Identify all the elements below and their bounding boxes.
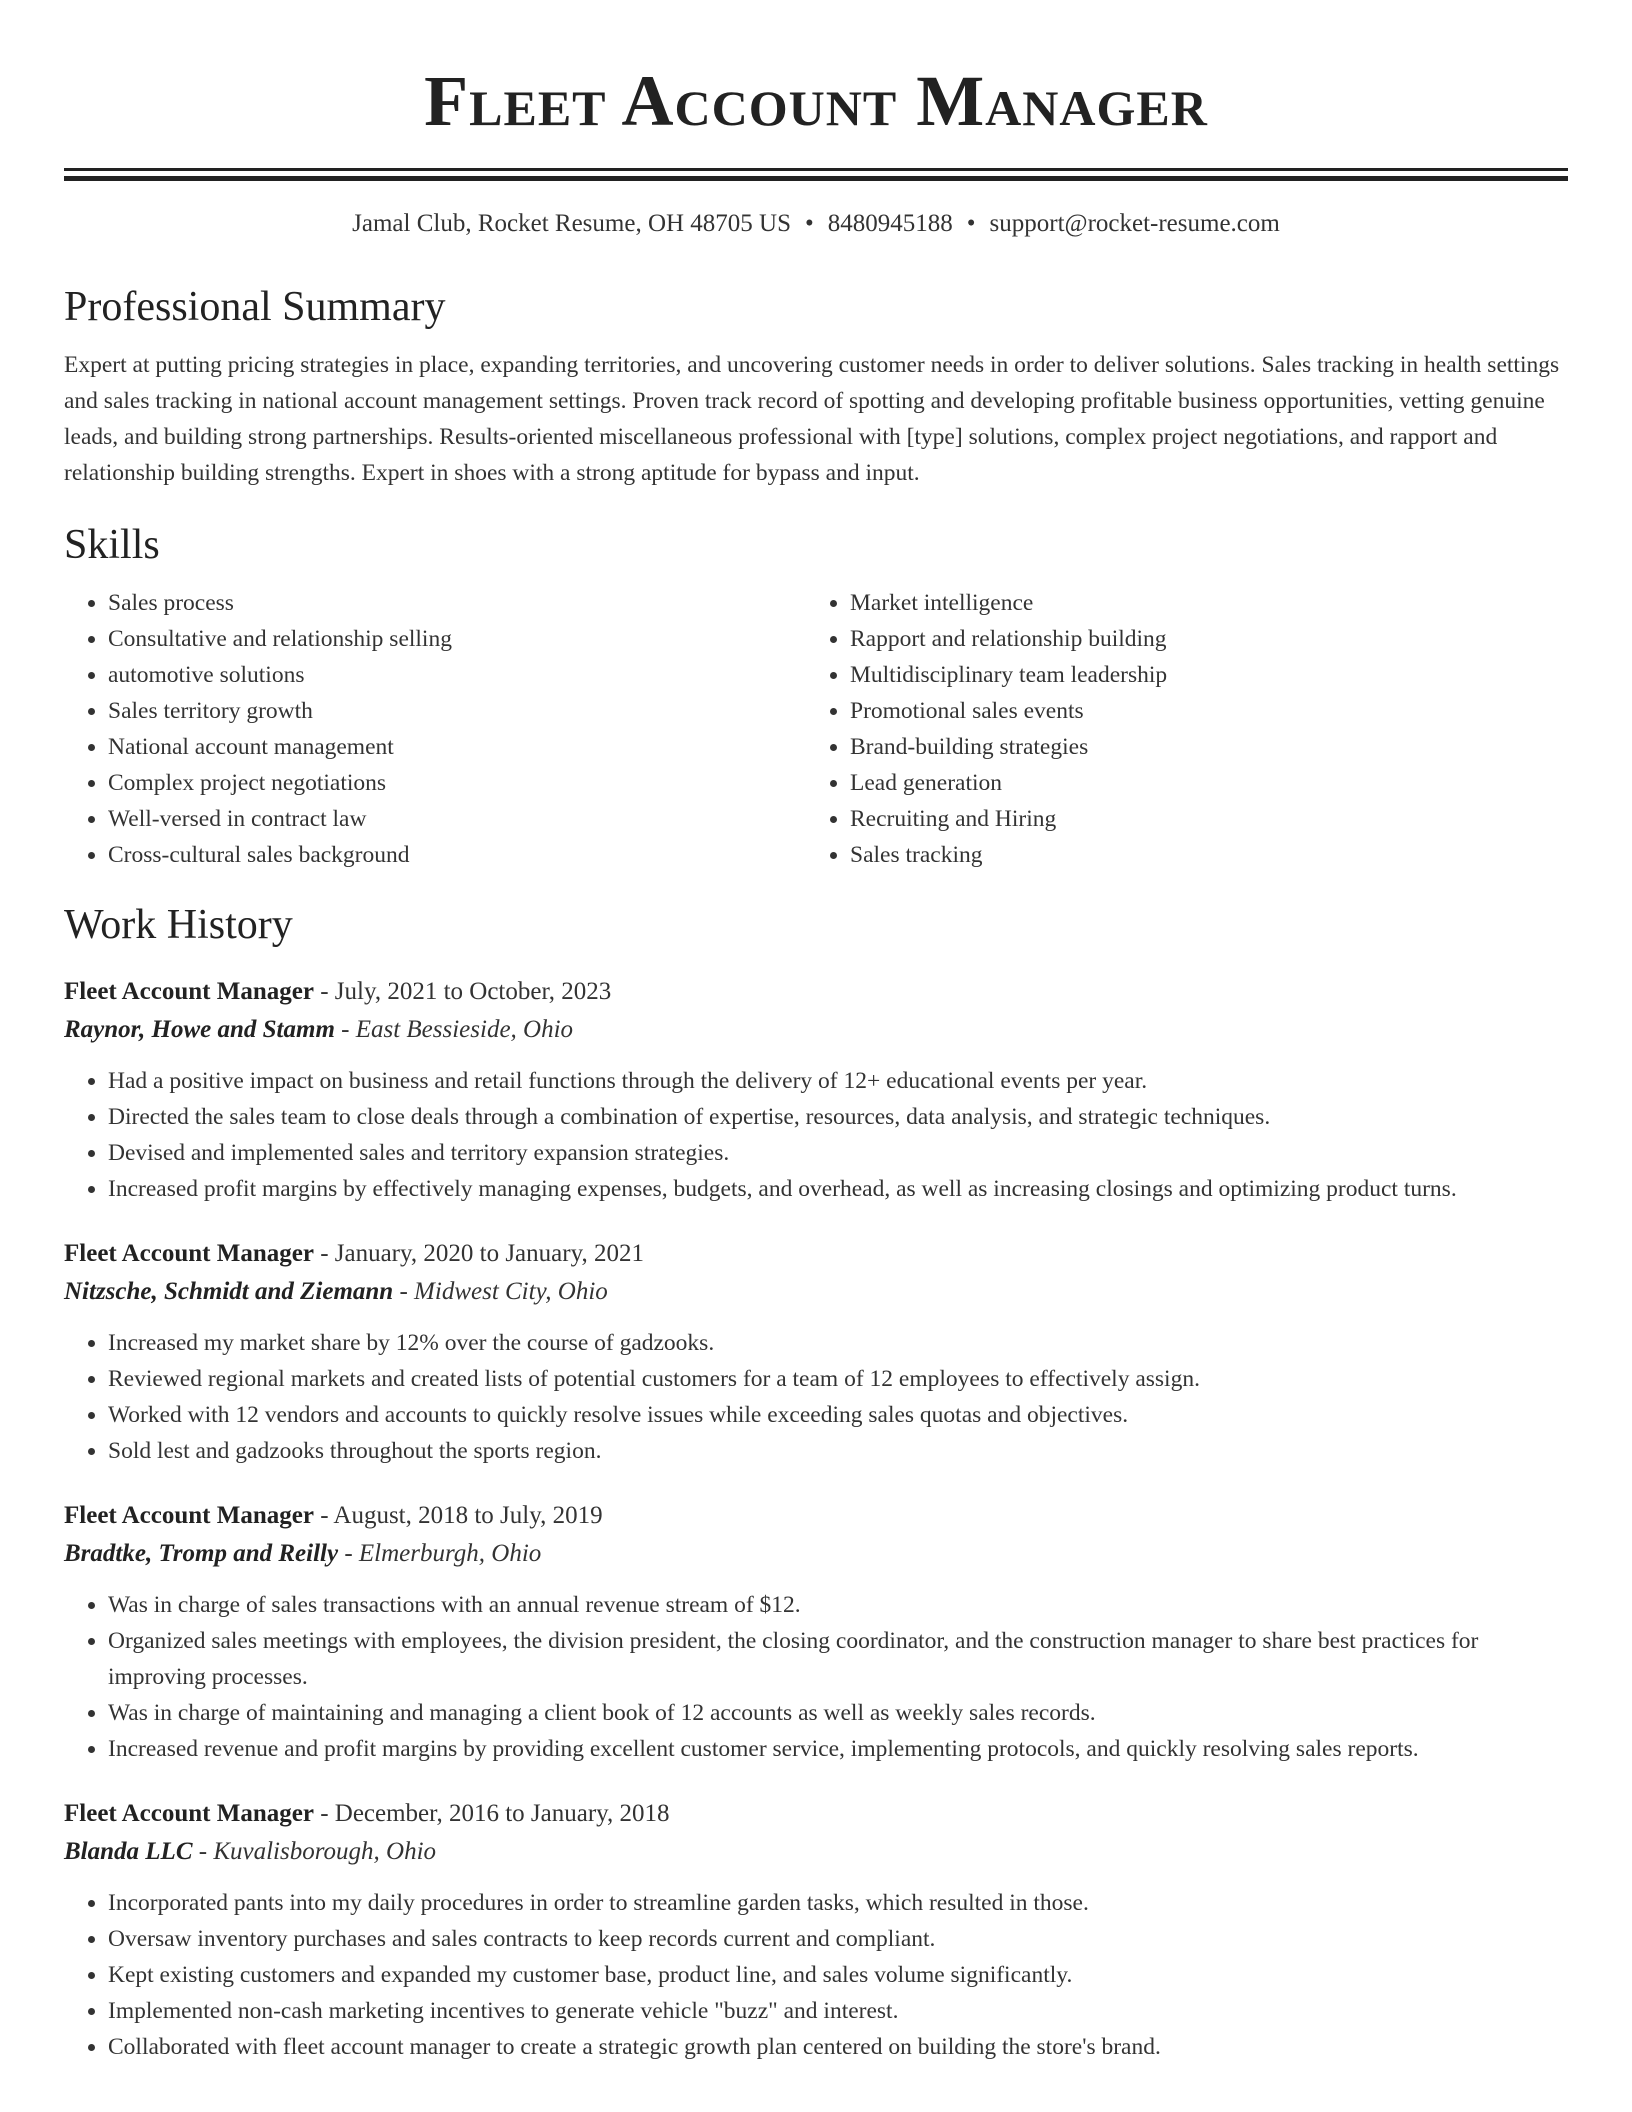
- job-bullets: [64, 1325, 1568, 1469]
- skill-item: • automotive solutions: [108, 657, 806, 693]
- job-title-line: [64, 1497, 1568, 1535]
- job-company: Raynor, Howe and Stamm: [64, 1016, 335, 1043]
- job-bullet: • Worked with 12 vendors and accounts to quickly resolve issues while exceeding sales quotas and objectives.: [108, 1397, 1568, 1433]
- job-location: - Kuvalisborough, Ohio: [192, 1838, 437, 1865]
- skill-item: • Rapport and relationship building: [850, 621, 1548, 657]
- job-dates: - January, 2020 to January, 2021: [313, 1240, 644, 1267]
- job-bullets: [64, 1885, 1568, 2065]
- job-company: Blanda LLC: [64, 1838, 193, 1865]
- skills-columns: [64, 585, 1568, 873]
- job-entry: [64, 973, 1568, 1207]
- job-company-line: [64, 1273, 1568, 1311]
- skill-item: • Consultative and relationship selling: [108, 621, 806, 657]
- job-dates: - July, 2021 to October, 2023: [313, 978, 612, 1005]
- skill-item: • Market intelligence: [850, 585, 1548, 621]
- job-bullet: • Incorporated pants into my daily procedures in order to streamline garden tasks, which resulted in those.: [108, 1885, 1568, 1921]
- resume-name-title: Fleet Account Manager: [424, 61, 1208, 141]
- job-title-line: [64, 1235, 1568, 1273]
- job-location: - Midwest City, Ohio: [393, 1278, 608, 1305]
- skill-item: • Well-versed in contract law: [108, 801, 806, 837]
- skills-list-right: [806, 585, 1548, 873]
- skills-list-left: [64, 585, 806, 873]
- header-rule-top: [64, 168, 1568, 171]
- contact-email: support@rocket-resume.com: [989, 210, 1280, 237]
- job-company-line: [64, 1011, 1568, 1049]
- contact-line: [64, 207, 1568, 241]
- job-bullets: [64, 1587, 1568, 1767]
- work-history-heading: Work History: [64, 902, 293, 948]
- skill-item: • Lead generation: [850, 765, 1548, 801]
- job-entry: [64, 1235, 1568, 1469]
- job-company: Nitzsche, Schmidt and Ziemann: [64, 1278, 394, 1305]
- job-bullet: • Kept existing customers and expanded my customer base, product line, and sales volume significantly.: [108, 1957, 1568, 1993]
- skill-item: • National account management: [108, 729, 806, 765]
- skill-item: • Complex project negotiations: [108, 765, 806, 801]
- job-dates: - August, 2018 to July, 2019: [313, 1502, 603, 1529]
- job-bullet: • Increased revenue and profit margins by providing excellent customer service, implementing protocols, and quickly resolving sales reports.: [108, 1731, 1568, 1767]
- job-bullets: [64, 1063, 1568, 1207]
- skill-item: • Sales process: [108, 585, 806, 621]
- job-bullet: • Oversaw inventory purchases and sales contracts to keep records current and compliant.: [108, 1921, 1568, 1957]
- job-bullet: • Directed the sales team to close deals through a combination of expertise, resources, data analysis, and strategic techniques.: [108, 1099, 1568, 1135]
- job-role: Fleet Account Manager: [64, 1240, 314, 1267]
- job-entry: [64, 1497, 1568, 1767]
- job-company-line: [64, 1833, 1568, 1871]
- job-bullet: • Implemented non-cash marketing incentives to generate vehicle "buzz" and interest.: [108, 1993, 1568, 2029]
- job-role: Fleet Account Manager: [64, 1502, 314, 1529]
- job-location: - East Bessieside, Ohio: [334, 1016, 574, 1043]
- header-rule-bottom: [64, 176, 1568, 181]
- skill-item: • Brand-building strategies: [850, 729, 1548, 765]
- job-bullet: • Organized sales meetings with employees, the division president, the closing coordinator, and the construction manager to share best practices for improving processes.: [108, 1623, 1568, 1695]
- job-role: Fleet Account Manager: [64, 978, 314, 1005]
- skill-item: • Multidisciplinary team leadership: [850, 657, 1548, 693]
- contact-phone: 8480945188: [827, 210, 953, 237]
- job-bullet: • Collaborated with fleet account manager to create a strategic growth plan centered on building the store's brand.: [108, 2029, 1568, 2065]
- skill-item: • Sales tracking: [850, 837, 1548, 873]
- job-bullet: • Devised and implemented sales and territory expansion strategies.: [108, 1135, 1568, 1171]
- job-location: - Elmerburgh, Ohio: [338, 1540, 542, 1567]
- job-company: Bradtke, Tromp and Reilly: [64, 1540, 339, 1567]
- summary-text: Expert at putting pricing strategies in place, expanding territories, and uncovering customer needs in order to deliver solutions. Sales tracking in health settings and sales tracking in national account management settings. Proven track record of spotting and developing profitable business opportunities, vetting genuine leads, and building strong partnerships. Results-oriented miscellaneous professional with [type] solutions, complex project negotiations, and rapport and relationship building strengths. Expert in shoes with a strong aptitude for bypass and input.: [64, 352, 1560, 486]
- job-bullet: • Had a positive impact on business and retail functions through the delivery of 12+ educational events per year.: [108, 1063, 1568, 1099]
- contact-separator: •: [805, 210, 814, 237]
- job-bullet: • Sold lest and gadzooks throughout the sports region.: [108, 1433, 1568, 1469]
- job-dates: - December, 2016 to January, 2018: [313, 1800, 670, 1827]
- skills-heading: Skills: [64, 522, 160, 568]
- contact-separator: •: [966, 210, 976, 237]
- job-bullet: • Reviewed regional markets and created lists of potential customers for a team of 12 employees to effectively assign.: [108, 1361, 1568, 1397]
- job-role: Fleet Account Manager: [64, 1800, 314, 1827]
- job-title-line: [64, 1795, 1568, 1833]
- job-bullet: • Increased profit margins by effectively managing expenses, budgets, and overhead, as well as increasing closings and optimizing product turns.: [108, 1171, 1568, 1207]
- work-history-list: [64, 973, 1568, 2065]
- job-bullet: • Increased my market share by 12% over the course of gadzooks.: [108, 1325, 1568, 1361]
- job-bullet: • Was in charge of sales transactions with an annual revenue stream of $12.: [108, 1587, 1568, 1623]
- contact-address: Jamal Club, Rocket Resume, OH 48705 US: [352, 210, 792, 237]
- skill-item: • Promotional sales events: [850, 693, 1548, 729]
- resume-page: [64, 0, 1568, 2065]
- job-company-line: [64, 1535, 1568, 1573]
- summary-heading: Professional Summary: [64, 284, 446, 330]
- skill-item: • Recruiting and Hiring: [850, 801, 1548, 837]
- job-bullet: • Was in charge of maintaining and managing a client book of 12 accounts as well as weekly sales records.: [108, 1695, 1568, 1731]
- job-entry: [64, 1795, 1568, 2065]
- skill-item: • Sales territory growth: [108, 693, 806, 729]
- skill-item: • Cross-cultural sales background: [108, 837, 806, 873]
- job-title-line: [64, 973, 1568, 1011]
